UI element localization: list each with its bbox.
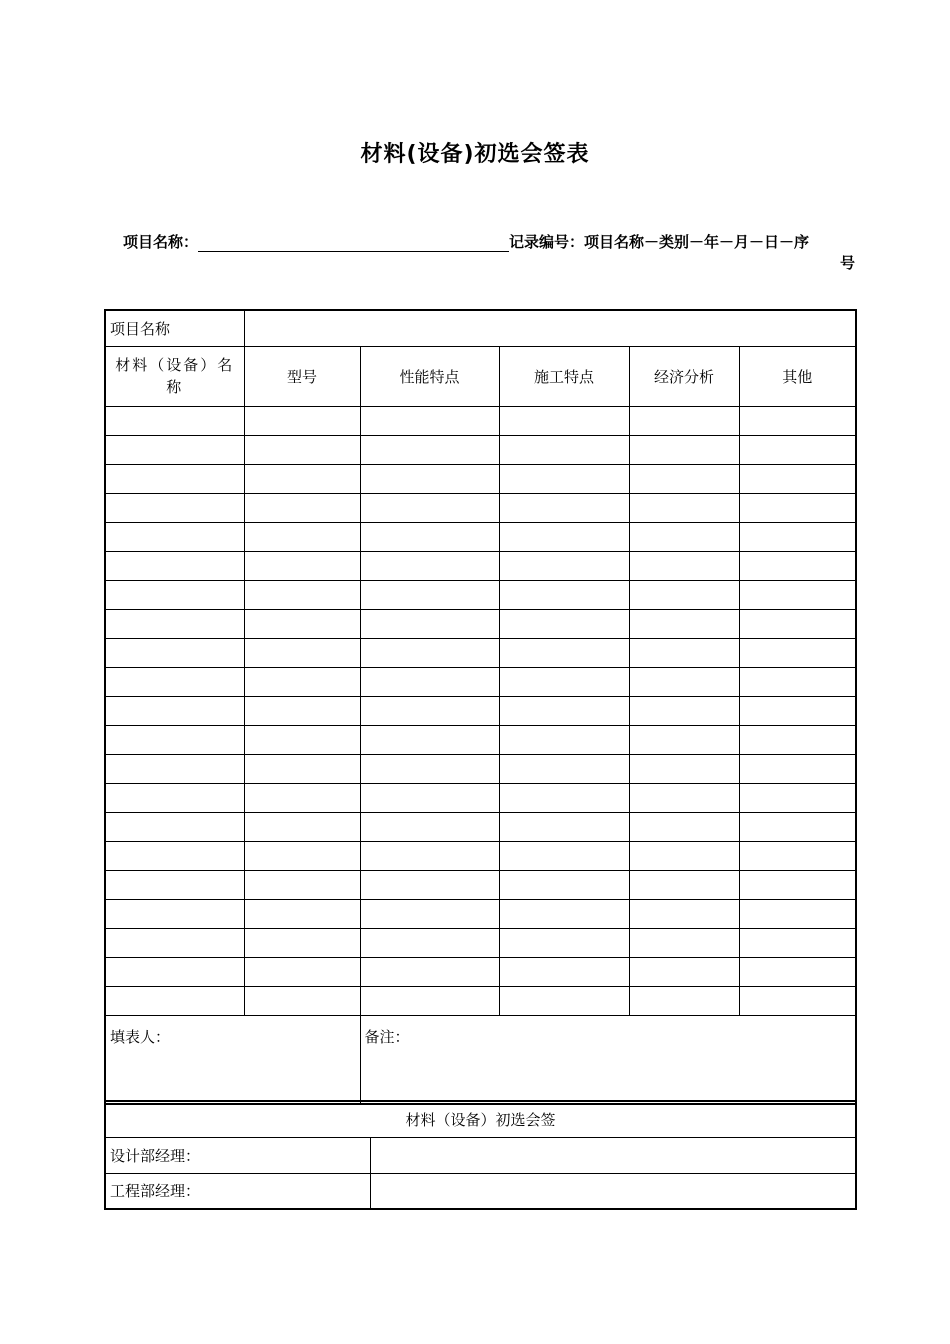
- sign-title: 材料（设备）初选会签: [105, 1101, 856, 1137]
- table-row: [105, 580, 856, 609]
- table-cell[interactable]: [499, 928, 629, 957]
- table-row: [105, 725, 856, 754]
- meta-line: [123, 230, 855, 252]
- table-cell[interactable]: [629, 841, 739, 870]
- table-cell[interactable]: [244, 551, 360, 580]
- table-cell[interactable]: [360, 725, 499, 754]
- table-cell[interactable]: [739, 928, 856, 957]
- table-cell[interactable]: [499, 754, 629, 783]
- table-cell[interactable]: [105, 928, 244, 957]
- filler-cell[interactable]: 填表人：: [105, 1015, 360, 1104]
- table-cell[interactable]: [499, 464, 629, 493]
- table-cell[interactable]: [360, 986, 499, 1015]
- sign-title-row: [105, 1101, 856, 1137]
- header-economic: 经济分析: [629, 346, 739, 406]
- table-cell[interactable]: [105, 638, 244, 667]
- table-row: [105, 841, 856, 870]
- table-cell[interactable]: [360, 638, 499, 667]
- table-cell[interactable]: [360, 522, 499, 551]
- table-cell[interactable]: [360, 754, 499, 783]
- table-cell[interactable]: [105, 812, 244, 841]
- table-cell[interactable]: [739, 754, 856, 783]
- table-cell[interactable]: [739, 899, 856, 928]
- design-manager-sign-cell[interactable]: [370, 1137, 856, 1173]
- table-cell[interactable]: [105, 986, 244, 1015]
- table-cell[interactable]: [739, 870, 856, 899]
- table-cell[interactable]: [629, 986, 739, 1015]
- table-cell[interactable]: [105, 783, 244, 812]
- table-cell[interactable]: [244, 870, 360, 899]
- table-cell[interactable]: [360, 551, 499, 580]
- table-cell[interactable]: [739, 551, 856, 580]
- record-number-label-wrap: 号: [839, 254, 855, 272]
- table-cell[interactable]: [244, 957, 360, 986]
- table-cell[interactable]: [244, 928, 360, 957]
- record-number-label: 记录编号：项目名称－类别－年－月－日－序: [509, 233, 810, 251]
- table-cell[interactable]: [499, 899, 629, 928]
- remark-cell[interactable]: 备注：: [360, 1015, 856, 1104]
- table-cell[interactable]: [499, 638, 629, 667]
- table-cell[interactable]: [360, 812, 499, 841]
- table-cell[interactable]: [739, 667, 856, 696]
- table-row: [105, 986, 856, 1015]
- table-cell[interactable]: [360, 435, 499, 464]
- material-table: [104, 309, 857, 1105]
- table-cell[interactable]: [739, 725, 856, 754]
- table-cell[interactable]: [739, 696, 856, 725]
- table-cell[interactable]: [244, 435, 360, 464]
- table-cell[interactable]: [499, 696, 629, 725]
- table-row: [105, 783, 856, 812]
- table-cell[interactable]: [360, 464, 499, 493]
- table-cell[interactable]: [499, 551, 629, 580]
- table-cell[interactable]: [499, 435, 629, 464]
- table-cell[interactable]: [629, 609, 739, 638]
- table-cell[interactable]: [499, 580, 629, 609]
- document-title: 材料(设备)初选会签表: [360, 142, 590, 167]
- table-cell[interactable]: [105, 870, 244, 899]
- table-cell[interactable]: [105, 609, 244, 638]
- meta-header: [123, 230, 855, 274]
- table-cell[interactable]: [629, 754, 739, 783]
- table-cell[interactable]: [360, 609, 499, 638]
- table-cell[interactable]: [499, 957, 629, 986]
- table-row: [105, 754, 856, 783]
- table-row: [105, 667, 856, 696]
- table-cell[interactable]: [244, 667, 360, 696]
- table-row: [105, 406, 856, 435]
- table-row: [105, 551, 856, 580]
- table-cell[interactable]: [739, 435, 856, 464]
- footer-row: [105, 1015, 856, 1104]
- table-cell[interactable]: [629, 493, 739, 522]
- header-row: [105, 346, 856, 406]
- table-cell[interactable]: [105, 841, 244, 870]
- table-cell[interactable]: [629, 551, 739, 580]
- project-name-blank[interactable]: [198, 233, 509, 252]
- table-row: [105, 928, 856, 957]
- table-cell[interactable]: [360, 580, 499, 609]
- table-cell[interactable]: [244, 406, 360, 435]
- table-cell[interactable]: [739, 609, 856, 638]
- table-row: [105, 493, 856, 522]
- table-cell[interactable]: [499, 609, 629, 638]
- header-model: 型号: [244, 346, 360, 406]
- table-cell[interactable]: [499, 783, 629, 812]
- table-cell[interactable]: [629, 464, 739, 493]
- table-cell[interactable]: [105, 406, 244, 435]
- table-cell[interactable]: [499, 841, 629, 870]
- table-cell[interactable]: [244, 464, 360, 493]
- table-cell[interactable]: [360, 957, 499, 986]
- table-cell[interactable]: [244, 522, 360, 551]
- table-row: [105, 522, 856, 551]
- sign-row: [105, 1137, 856, 1173]
- table-cell[interactable]: [244, 841, 360, 870]
- table-cell[interactable]: [629, 638, 739, 667]
- table-cell[interactable]: [739, 986, 856, 1015]
- table-cell[interactable]: [360, 870, 499, 899]
- table-cell[interactable]: [244, 812, 360, 841]
- table-cell[interactable]: [244, 725, 360, 754]
- design-manager-label: 设计部经理：: [105, 1137, 370, 1173]
- table-cell[interactable]: [739, 783, 856, 812]
- table-cell[interactable]: [105, 551, 244, 580]
- engineering-manager-label: 工程部经理：: [105, 1173, 370, 1209]
- header-other: 其他: [739, 346, 856, 406]
- table-row: [105, 435, 856, 464]
- table-cell[interactable]: [629, 928, 739, 957]
- table-cell[interactable]: [739, 406, 856, 435]
- header-material-name: 材料（设备）名称: [105, 346, 244, 406]
- table-cell[interactable]: [629, 667, 739, 696]
- project-name-value-cell[interactable]: [244, 310, 856, 346]
- table-row: [105, 870, 856, 899]
- table-row: [105, 812, 856, 841]
- table-cell[interactable]: [739, 464, 856, 493]
- table-cell[interactable]: [739, 580, 856, 609]
- table-cell[interactable]: [499, 725, 629, 754]
- table-cell[interactable]: [105, 696, 244, 725]
- table-cell[interactable]: [739, 812, 856, 841]
- table-cell[interactable]: [739, 638, 856, 667]
- table-cell[interactable]: [105, 957, 244, 986]
- table-cell[interactable]: [105, 464, 244, 493]
- table-cell[interactable]: [360, 899, 499, 928]
- table-cell[interactable]: [629, 725, 739, 754]
- sign-table: [104, 1100, 857, 1210]
- table-cell[interactable]: [105, 754, 244, 783]
- table-cell[interactable]: [629, 406, 739, 435]
- table-cell[interactable]: [105, 899, 244, 928]
- project-name-cell-label: 项目名称: [105, 310, 244, 346]
- table-row: [105, 696, 856, 725]
- header-performance: 性能特点: [360, 346, 499, 406]
- table-cell[interactable]: [629, 899, 739, 928]
- table-cell[interactable]: [360, 783, 499, 812]
- table-cell[interactable]: [360, 493, 499, 522]
- table-cell[interactable]: [105, 493, 244, 522]
- table-cell[interactable]: [244, 580, 360, 609]
- table-cell[interactable]: [244, 609, 360, 638]
- table-row: [105, 609, 856, 638]
- table-cell[interactable]: [105, 522, 244, 551]
- table-cell[interactable]: [739, 957, 856, 986]
- table-cell[interactable]: [105, 580, 244, 609]
- table-row: [105, 957, 856, 986]
- table-cell[interactable]: [629, 783, 739, 812]
- table-cell[interactable]: [360, 667, 499, 696]
- sign-row: [105, 1173, 856, 1209]
- table-cell[interactable]: [360, 841, 499, 870]
- table-cell[interactable]: [499, 667, 629, 696]
- table-cell[interactable]: [629, 580, 739, 609]
- table-cell[interactable]: [499, 522, 629, 551]
- engineering-manager-sign-cell[interactable]: [370, 1173, 856, 1209]
- table-cell[interactable]: [105, 667, 244, 696]
- table-cell[interactable]: [629, 812, 739, 841]
- table-cell[interactable]: [629, 522, 739, 551]
- table-cell[interactable]: [360, 696, 499, 725]
- project-name-row: [105, 310, 856, 346]
- table-row: [105, 464, 856, 493]
- table-cell[interactable]: [499, 870, 629, 899]
- table-cell[interactable]: [105, 435, 244, 464]
- table-cell[interactable]: [739, 522, 856, 551]
- table-cell[interactable]: [629, 870, 739, 899]
- table-row: [105, 899, 856, 928]
- table-cell[interactable]: [360, 406, 499, 435]
- project-name-label: 项目名称：: [123, 233, 199, 251]
- table-cell[interactable]: [244, 638, 360, 667]
- header-construction: 施工特点: [499, 346, 629, 406]
- table-cell[interactable]: [499, 986, 629, 1015]
- table-cell[interactable]: [739, 493, 856, 522]
- table-cell[interactable]: [244, 783, 360, 812]
- table-cell[interactable]: [629, 435, 739, 464]
- table-cell[interactable]: [360, 928, 499, 957]
- table-cell[interactable]: [629, 957, 739, 986]
- table-cell[interactable]: [244, 986, 360, 1015]
- table-cell[interactable]: [499, 406, 629, 435]
- table-cell[interactable]: [499, 493, 629, 522]
- table-cell[interactable]: [629, 696, 739, 725]
- table-row: [105, 638, 856, 667]
- table-cell[interactable]: [244, 696, 360, 725]
- table-cell[interactable]: [244, 899, 360, 928]
- table-cell[interactable]: [244, 754, 360, 783]
- table-cell[interactable]: [244, 493, 360, 522]
- table-cell[interactable]: [739, 841, 856, 870]
- table-cell[interactable]: [105, 725, 244, 754]
- table-cell[interactable]: [499, 812, 629, 841]
